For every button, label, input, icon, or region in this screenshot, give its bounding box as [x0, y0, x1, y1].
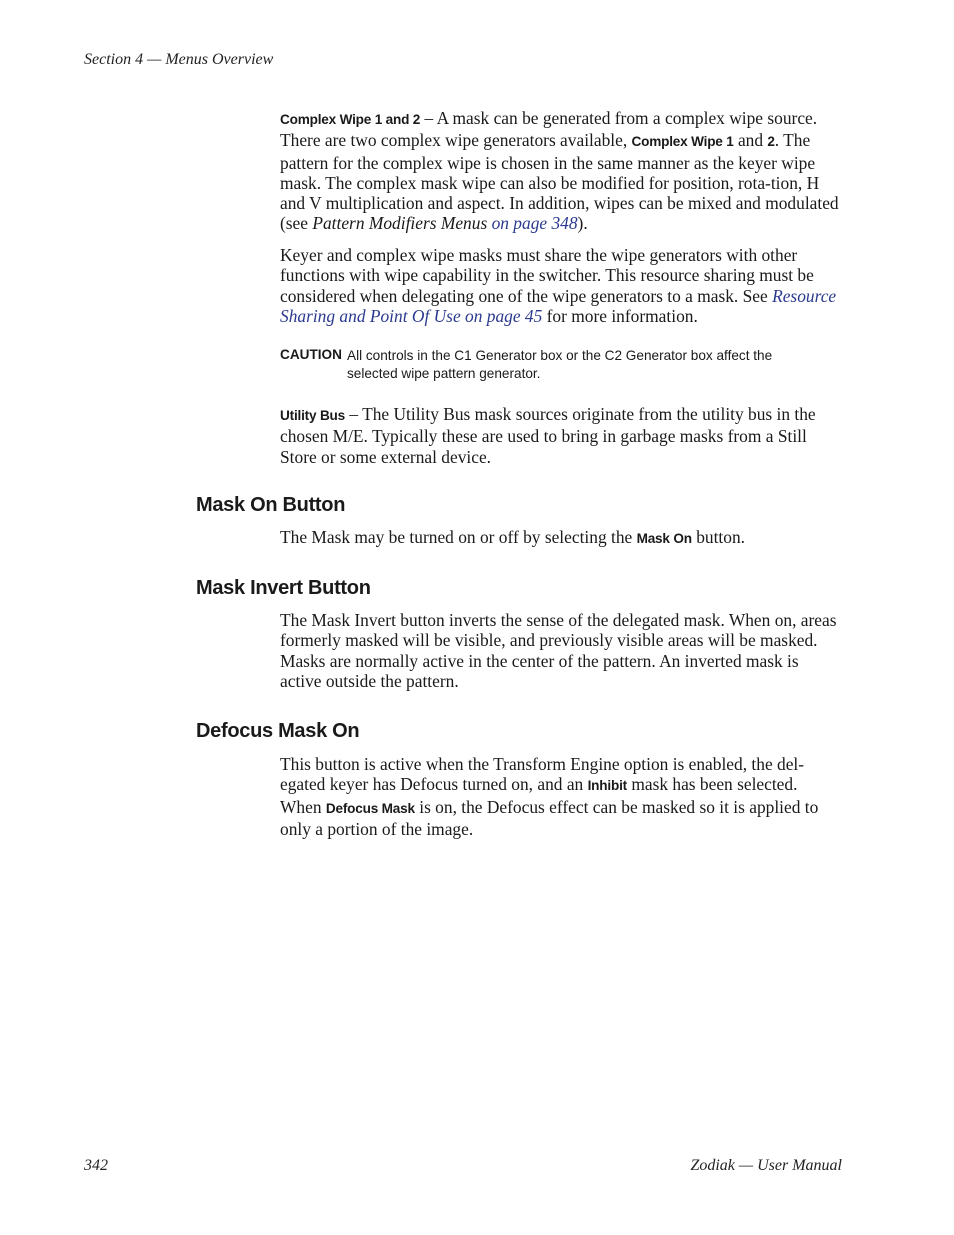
reference-title: Pattern Modifiers Menus	[312, 213, 488, 234]
paragraph-utility-bus	[280, 404, 842, 467]
term-complex-wipe-1: Complex Wipe 1	[631, 134, 734, 150]
page-link-348[interactable]: on page 348	[487, 213, 578, 234]
paragraph-resource-sharing	[280, 245, 842, 326]
text: . The pattern for the complex wipe is chosen in the same manner as the keyer wipe mask. The complex mask wipe can also be modified for position, rota-tion, H and V multiplication and aspect. In addition, wipes can be mixed and modulated (see	[280, 130, 839, 234]
term-inhibit: Inhibit	[587, 778, 627, 794]
term-utility-bus: Utility Bus	[280, 408, 346, 423]
text: mask has been selected. When	[280, 774, 798, 817]
term-mask-on: Mask On	[636, 531, 692, 546]
caution-label: CAUTION	[280, 347, 342, 362]
text: The Mask may be turned on or off by selecting the	[280, 527, 637, 547]
heading-mask-on-button: Mask On Button	[196, 494, 346, 516]
paragraph-mask-on	[280, 527, 842, 549]
heading-defocus-mask-on: Defocus Mask On	[196, 720, 360, 742]
text: and	[733, 130, 768, 151]
text: is on, the Defocus effect can be masked so it is applied to only a portion of the image.	[280, 796, 819, 839]
term-complex-wipe: Complex Wipe 1 and 2	[280, 112, 421, 127]
text: – A mask can be generated from a complex wipe source. There are two complex wipe generators available,	[280, 108, 818, 151]
page-number: 342	[84, 1157, 108, 1174]
text: – The Utility Bus mask sources originate from the utility bus in the chosen M/E. Typically these are used to bring in garbage masks from a Still Store or some external device.	[280, 404, 816, 467]
paragraph-complex-wipe	[280, 108, 842, 234]
footer-title: Zodiak — User Manual	[690, 1157, 842, 1174]
text: for more information.	[542, 305, 698, 326]
term-2: 2	[767, 134, 775, 150]
running-header: Section 4 — Menus Overview	[84, 51, 274, 68]
text: button.	[691, 527, 745, 547]
paragraph-mask-invert: The Mask Invert button inverts the sense of the delegated mask. When on, areas formerly masked will be visible, and previously visible areas will be masked. Masks are normally active in the center of the pattern. An inverted mask is active outside the pattern.	[280, 610, 837, 691]
caution-text: All controls in the C1 Generator box or the C2 Generator box affect the selected wipe pattern generator.	[347, 348, 773, 381]
text: Keyer and complex wipe masks must share the wipe generators with other functions with wipe capability in the switcher. This resource sharing must be considered when delegating one of the wipe generators to a mask. See	[280, 245, 814, 306]
term-defocus-mask: Defocus Mask	[325, 800, 415, 816]
text: This button is active when the Transform Engine option is enabled, the del-egated keyer has Defocus turned on, and an	[280, 754, 805, 795]
resource-sharing-link[interactable]: Resource Sharing and Point Of Use on page 45	[280, 285, 837, 326]
paragraph-defocus-mask	[280, 754, 842, 839]
text: ).	[577, 213, 588, 234]
heading-mask-invert-button: Mask Invert Button	[196, 577, 371, 599]
